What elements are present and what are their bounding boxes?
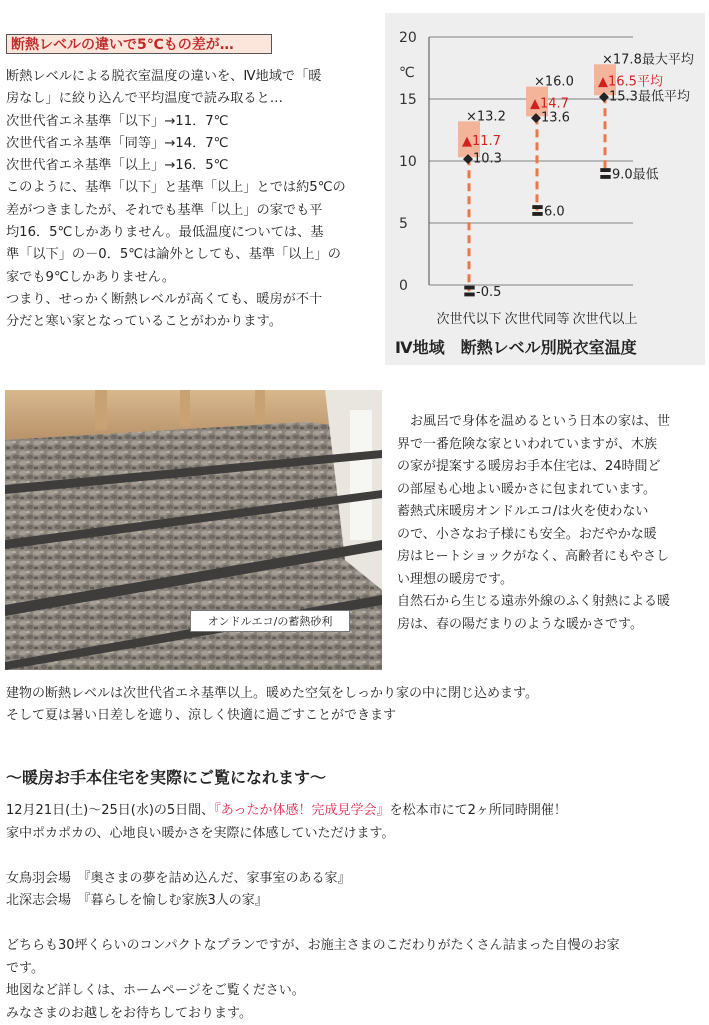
- article-title: 断熱レベルの違いで5℃もの差が…: [6, 34, 272, 54]
- max-avg-label: ×16.0: [534, 75, 574, 90]
- intro-line: 次世代省エネ基準「以上」→16．5℃: [6, 155, 366, 177]
- max-avg-label: ×13.2: [466, 109, 506, 124]
- description-line: い理想の暖房です。: [397, 569, 705, 592]
- intro-line: 差がつきましたが、それでも基準「以上」の家でも平: [6, 200, 366, 222]
- intro-line: 家でも9℃しかありません。: [6, 267, 366, 289]
- y-tick-label: 5: [399, 216, 408, 232]
- description-line: 自然石から生じる遠赤外線のふく射熱による暖: [397, 591, 705, 614]
- intro-line: このように、基準「以下」と基準「以上」とでは約5℃の: [6, 177, 366, 199]
- insulation-line-1: 建物の断熱レベルは次世代省エネ基準以上。暖めた空気をしっかり家の中に閉じ込めます。: [6, 683, 538, 705]
- chart-title: Ⅳ地域 断熱レベル別脱衣室温度: [395, 338, 637, 357]
- heating-description: [397, 411, 705, 636]
- closing-line-3: 地図など詳しくは、ホームページをご覧ください。: [6, 980, 706, 1003]
- description-line: の家が提案する暖房お手本住宅は、24時間ど: [397, 456, 705, 479]
- closing-line-4: みなさまのお越しをお待ちしております。: [6, 1003, 706, 1025]
- event-dates-post: を松本市にて2ヶ所同時開催！: [390, 803, 567, 818]
- description-line: 房は、春の陽だまりのような暖かさです。: [397, 614, 705, 637]
- min-label: 〓-0.5: [463, 285, 501, 300]
- intro-line: 均16．5℃しかありません。最低温度については、基: [6, 222, 366, 244]
- low-avg-label: ◆15.3最低平均: [599, 89, 690, 104]
- description-line: 房はヒートショックがなく、高齢者にもやさし: [397, 546, 705, 569]
- low-avg-label: ◆13.6: [531, 110, 570, 125]
- event-info: [6, 800, 706, 1025]
- insulation-line-2: そして夏は暑い日差しを遮り、涼しく快適に過ごすことができます: [6, 705, 538, 727]
- description-line: ので、小さなお子様にも安全。おだやかな暖: [397, 524, 705, 547]
- y-tick-label: 0: [399, 278, 408, 294]
- description-line: 界で一番危険な家といわれていますが、木族: [397, 434, 705, 457]
- intro-line: 準「以下」の－0．5℃は論外としても、基準「以上」の: [6, 244, 366, 266]
- closing-line-1: どちらも30坪くらいのコンパクトなプランですが、お施主さまのこだわりがたくさん詰まった自慢のお家: [6, 935, 706, 958]
- venue-metoba: 女鳥羽会場 『奥さまの夢を詰め込んだ、家事室のある家』: [6, 868, 706, 891]
- event-description: 家中ポカポカの、心地良い暖かさを実際に体感していただけます。: [6, 823, 706, 846]
- venue-kitafukashi: 北深志会場 『暮らしを愉しむ家族3人の家』: [6, 890, 706, 913]
- event-title: 『あったか体感！完成見学会』: [214, 803, 389, 818]
- low-avg-label: ◆10.3: [463, 151, 502, 166]
- description-line: 蓄熱式床暖房オンドルエコ/は火を使わない: [397, 501, 705, 524]
- insulation-text: [6, 683, 538, 727]
- photo-caption: オンドルエコ/の蓄熱砂利: [190, 610, 350, 632]
- avg-label: ▲11.7: [462, 134, 501, 149]
- intro-line: 次世代省エネ基準「以下」→11．7℃: [6, 111, 366, 133]
- y-tick-label: 10: [399, 154, 417, 170]
- event-dates-pre: 12月21日(土)～25日(水)の5日間、: [6, 803, 214, 818]
- intro-line: つまり、せっかく断熱レベルが高くても、暖房が不十: [6, 289, 366, 311]
- avg-label: ▲14.7: [530, 97, 569, 112]
- intro-line: 次世代省エネ基準「同等」→14．7℃: [6, 133, 366, 155]
- y-tick-label: 15: [399, 92, 417, 108]
- x-tick-label: 次世代以上: [572, 311, 637, 327]
- intro-line: 分だと寒い家となっていることがわかります。: [6, 311, 366, 333]
- x-tick-label: 次世代同等: [504, 311, 569, 327]
- closing-line-2: です。: [6, 958, 706, 981]
- chart-svg: [385, 13, 705, 365]
- min-label: 〓9.0最低: [599, 167, 659, 182]
- intro-line: 房なし」に絞り込んで平均温度で読み取ると…: [6, 88, 366, 110]
- max-avg-label: ×17.8最大平均: [602, 51, 694, 67]
- y-axis-label: ℃: [399, 65, 415, 81]
- intro-line: 断熱レベルによる脱衣室温度の違いを、Ⅳ地域で「暖: [6, 66, 366, 88]
- x-tick-label: 次世代以下: [436, 311, 501, 327]
- min-label: 〓6.0: [531, 205, 565, 220]
- y-tick-label: 20: [399, 30, 417, 46]
- temperature-chart: [385, 13, 705, 365]
- description-line: お風呂で身体を温めるという日本の家は、世: [397, 411, 705, 434]
- intro-text: [6, 66, 366, 334]
- description-line: の部屋も心地よい暖かさに包まれています。: [397, 479, 705, 502]
- section-heading: ～暖房お手本住宅を実際にご覧になれます～: [6, 765, 326, 788]
- avg-label: ▲16.5平均: [598, 74, 663, 89]
- event-dates: [6, 800, 706, 823]
